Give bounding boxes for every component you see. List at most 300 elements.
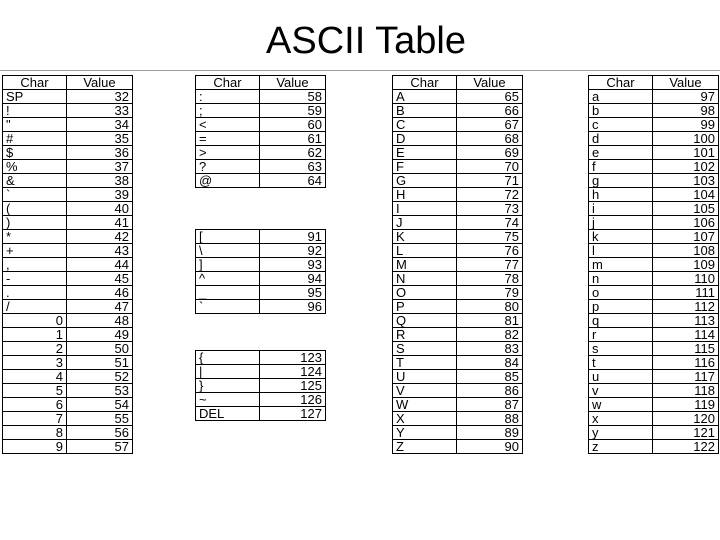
value-cell: 103 [653,174,719,188]
char-header: Char [3,76,67,90]
table-row [393,412,523,426]
char-header: Char [196,76,260,90]
value-cell: 115 [653,342,719,356]
char-cell: G [393,174,457,188]
value-header: Value [260,76,326,90]
table-row [196,230,326,244]
table-row [589,90,719,104]
char-cell: @ [196,174,260,188]
ascii-table-1 [2,75,133,454]
table-row [589,146,719,160]
table-row [3,440,133,454]
value-cell: 113 [653,314,719,328]
char-cell: D [393,132,457,146]
table-row [196,407,326,421]
value-cell: 84 [457,356,523,370]
table-row [3,328,133,342]
char-header: Char [393,76,457,90]
char-cell: < [196,118,260,132]
char-cell: Z [393,440,457,454]
char-cell: H [393,188,457,202]
value-cell: 85 [457,370,523,384]
char-cell: V [393,384,457,398]
value-cell: 39 [67,188,133,202]
table-row [589,202,719,216]
value-cell: 80 [457,300,523,314]
char-cell: J [393,216,457,230]
table-row [589,356,719,370]
value-cell: 59 [260,104,326,118]
char-cell: g [589,174,653,188]
value-cell: 102 [653,160,719,174]
value-cell: 93 [260,258,326,272]
value-cell: 75 [457,230,523,244]
value-cell: 118 [653,384,719,398]
value-cell: 33 [67,104,133,118]
value-cell: 71 [457,174,523,188]
char-cell: 2 [3,342,67,356]
char-cell: = [196,132,260,146]
table-row [393,398,523,412]
table-row [393,384,523,398]
value-cell: 68 [457,132,523,146]
value-cell: 53 [67,384,133,398]
char-cell: ( [3,202,67,216]
value-cell: 95 [260,286,326,300]
table-row [3,300,133,314]
table-row [196,146,326,160]
char-cell: ` [196,300,260,314]
ascii-table-2 [195,75,326,188]
table-row [3,188,133,202]
char-cell: . [3,286,67,300]
table-row [589,342,719,356]
table-row [393,132,523,146]
char-cell: O [393,286,457,300]
value-cell: 56 [67,426,133,440]
value-cell: 87 [457,398,523,412]
value-cell: 51 [67,356,133,370]
char-cell: $ [3,146,67,160]
char-cell: - [3,272,67,286]
char-cell: y [589,426,653,440]
table-row [393,104,523,118]
value-cell: 120 [653,412,719,426]
char-cell: 7 [3,412,67,426]
table-row [196,118,326,132]
table-row [393,90,523,104]
value-cell: 126 [260,393,326,407]
char-cell: / [3,300,67,314]
value-cell: 32 [67,90,133,104]
value-header: Value [653,76,719,90]
page-title: ASCII Table [266,20,466,62]
value-cell: 111 [653,286,719,300]
value-cell: 99 [653,118,719,132]
value-cell: 38 [67,174,133,188]
table-row [196,160,326,174]
value-cell: 36 [67,146,133,160]
table-row [589,244,719,258]
table-row [589,398,719,412]
table-row [3,258,133,272]
char-header: Char [589,76,653,90]
value-cell: 127 [260,407,326,421]
table-row [196,132,326,146]
value-cell: 49 [67,328,133,342]
value-cell: 65 [457,90,523,104]
value-cell: 81 [457,314,523,328]
char-cell: U [393,370,457,384]
char-cell: : [196,90,260,104]
value-cell: 46 [67,286,133,300]
value-cell: 55 [67,412,133,426]
value-cell: 77 [457,258,523,272]
value-cell: 62 [260,146,326,160]
char-cell: I [393,202,457,216]
char-cell: F [393,160,457,174]
char-cell: u [589,370,653,384]
char-cell: r [589,328,653,342]
char-cell: 9 [3,440,67,454]
table-row [3,356,133,370]
char-cell: W [393,398,457,412]
table-row [196,272,326,286]
table-row [393,342,523,356]
value-cell: 107 [653,230,719,244]
table-row [589,426,719,440]
table-row [393,174,523,188]
value-header: Value [67,76,133,90]
table-row [393,370,523,384]
value-cell: 97 [653,90,719,104]
value-cell: 60 [260,118,326,132]
value-cell: 78 [457,272,523,286]
char-cell: [ [196,230,260,244]
table-row [589,118,719,132]
char-cell: w [589,398,653,412]
value-cell: 88 [457,412,523,426]
char-cell: ` [3,188,67,202]
table-row [3,370,133,384]
char-cell: A [393,90,457,104]
value-cell: 114 [653,328,719,342]
char-cell: c [589,118,653,132]
table-row [3,286,133,300]
table-row [393,118,523,132]
value-cell: 123 [260,351,326,365]
value-cell: 64 [260,174,326,188]
char-cell: % [3,160,67,174]
table-row [3,104,133,118]
value-cell: 108 [653,244,719,258]
table-row [196,174,326,188]
value-cell: 112 [653,300,719,314]
value-cell: 66 [457,104,523,118]
char-cell: l [589,244,653,258]
value-cell: 89 [457,426,523,440]
table-row [3,90,133,104]
char-cell: f [589,160,653,174]
char-cell: 8 [3,426,67,440]
table-row [589,216,719,230]
value-cell: 125 [260,379,326,393]
table-row [589,104,719,118]
char-cell: 3 [3,356,67,370]
table-row [589,272,719,286]
table-row [196,300,326,314]
char-cell: Y [393,426,457,440]
title-divider [0,70,720,71]
table-row [3,202,133,216]
value-cell: 116 [653,356,719,370]
char-cell: X [393,412,457,426]
char-cell: , [3,258,67,272]
char-cell: b [589,104,653,118]
char-cell: SP [3,90,67,104]
table-row [3,216,133,230]
table-row [196,244,326,258]
table-row [196,393,326,407]
value-cell: 104 [653,188,719,202]
char-cell: > [196,146,260,160]
value-cell: 52 [67,370,133,384]
table-row [3,244,133,258]
char-cell: Q [393,314,457,328]
table-row [589,314,719,328]
ascii-table-4 [588,75,719,454]
ascii-table-2-braces [195,350,326,421]
char-cell: e [589,146,653,160]
char-cell: P [393,300,457,314]
char-cell: R [393,328,457,342]
value-cell: 61 [260,132,326,146]
char-cell: ; [196,104,260,118]
value-cell: 82 [457,328,523,342]
table-row [3,398,133,412]
table-row [3,384,133,398]
value-cell: 69 [457,146,523,160]
value-cell: 76 [457,244,523,258]
char-cell: o [589,286,653,300]
table-row [393,146,523,160]
value-cell: 73 [457,202,523,216]
table-row [393,216,523,230]
char-cell: 1 [3,328,67,342]
table-row [393,244,523,258]
char-cell: s [589,342,653,356]
table-row [3,118,133,132]
value-cell: 45 [67,272,133,286]
table-row [589,300,719,314]
table-row [3,272,133,286]
table-row [196,104,326,118]
table-row [589,412,719,426]
char-cell: d [589,132,653,146]
char-cell: B [393,104,457,118]
char-cell: q [589,314,653,328]
table-row [589,328,719,342]
char-cell: S [393,342,457,356]
char-cell: t [589,356,653,370]
table-row [589,440,719,454]
table-row [393,258,523,272]
char-cell: } [196,379,260,393]
char-cell: v [589,384,653,398]
table-row [393,328,523,342]
value-cell: 119 [653,398,719,412]
table-row [393,230,523,244]
value-cell: 92 [260,244,326,258]
value-cell: 47 [67,300,133,314]
table-row [3,342,133,356]
table-row [393,314,523,328]
char-cell: 4 [3,370,67,384]
value-cell: 91 [260,230,326,244]
table-row [393,440,523,454]
table-row [196,286,326,300]
char-cell: k [589,230,653,244]
value-cell: 94 [260,272,326,286]
table-row [589,132,719,146]
value-cell: 86 [457,384,523,398]
table-row [3,160,133,174]
table-row [196,351,326,365]
char-cell: E [393,146,457,160]
value-cell: 43 [67,244,133,258]
char-cell: ~ [196,393,260,407]
value-cell: 44 [67,258,133,272]
char-cell: ! [3,104,67,118]
table-row [196,379,326,393]
char-cell: z [589,440,653,454]
value-cell: 50 [67,342,133,356]
table-row [393,300,523,314]
table-row [3,412,133,426]
value-cell: 42 [67,230,133,244]
char-cell: h [589,188,653,202]
table-row [3,132,133,146]
value-cell: 101 [653,146,719,160]
table-row [589,286,719,300]
value-cell: 37 [67,160,133,174]
value-cell: 100 [653,132,719,146]
char-cell: x [589,412,653,426]
value-cell: 79 [457,286,523,300]
value-cell: 70 [457,160,523,174]
value-cell: 54 [67,398,133,412]
table-row [393,426,523,440]
char-cell: ] [196,258,260,272]
table-row [589,188,719,202]
table-row [589,370,719,384]
char-cell: " [3,118,67,132]
value-cell: 72 [457,188,523,202]
value-cell: 34 [67,118,133,132]
table-row [393,286,523,300]
char-cell: 0 [3,314,67,328]
char-cell: a [589,90,653,104]
value-cell: 110 [653,272,719,286]
char-cell: T [393,356,457,370]
char-cell: M [393,258,457,272]
table-row [3,314,133,328]
value-cell: 90 [457,440,523,454]
char-cell: # [3,132,67,146]
value-cell: 48 [67,314,133,328]
char-cell: n [589,272,653,286]
char-cell: * [3,230,67,244]
value-cell: 63 [260,160,326,174]
value-cell: 105 [653,202,719,216]
value-cell: 122 [653,440,719,454]
char-cell: L [393,244,457,258]
table-row [196,365,326,379]
char-cell: { [196,351,260,365]
table-row [589,230,719,244]
value-header: Value [457,76,523,90]
value-cell: 35 [67,132,133,146]
value-cell: 57 [67,440,133,454]
table-row [589,174,719,188]
table-row [196,90,326,104]
char-cell: ? [196,160,260,174]
table-row [589,384,719,398]
char-cell: m [589,258,653,272]
char-cell: i [589,202,653,216]
value-cell: 96 [260,300,326,314]
value-cell: 117 [653,370,719,384]
table-row [589,160,719,174]
value-cell: 124 [260,365,326,379]
value-cell: 109 [653,258,719,272]
char-cell: | [196,365,260,379]
value-cell: 98 [653,104,719,118]
char-cell: N [393,272,457,286]
table-row [3,230,133,244]
table-row [393,160,523,174]
value-cell: 121 [653,426,719,440]
char-cell: j [589,216,653,230]
char-cell: p [589,300,653,314]
table-row [3,146,133,160]
value-cell: 74 [457,216,523,230]
char-cell: + [3,244,67,258]
value-cell: 58 [260,90,326,104]
table-row [3,426,133,440]
table-row [3,174,133,188]
table-row [393,202,523,216]
char-cell: 6 [3,398,67,412]
char-cell: 5 [3,384,67,398]
char-cell: K [393,230,457,244]
table-row [196,258,326,272]
table-row [393,356,523,370]
char-cell: ^ [196,272,260,286]
char-cell: C [393,118,457,132]
value-cell: 41 [67,216,133,230]
value-cell: 40 [67,202,133,216]
table-row [589,258,719,272]
char-cell: \ [196,244,260,258]
ascii-table-3 [392,75,523,454]
value-cell: 83 [457,342,523,356]
table-row [393,272,523,286]
char-cell: DEL [196,407,260,421]
table-row [393,188,523,202]
value-cell: 67 [457,118,523,132]
char-cell: _ [196,286,260,300]
